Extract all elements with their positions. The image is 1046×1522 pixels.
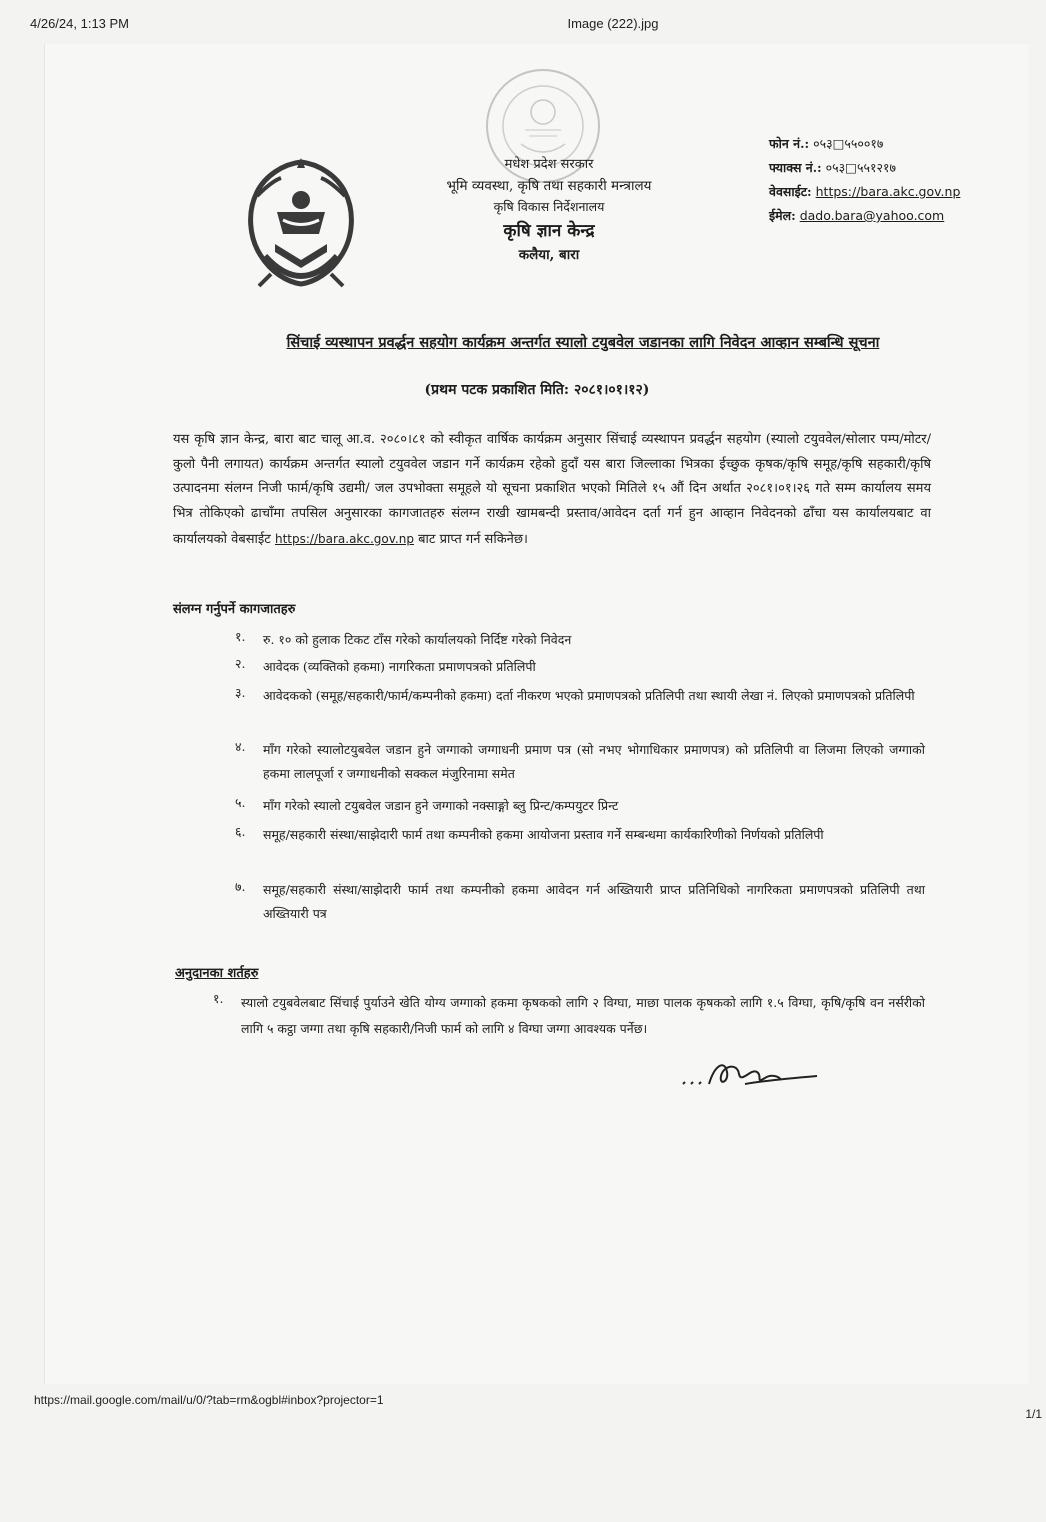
- list-item-text: समूह/सहकारी संस्था/साझेदारी फार्म तथा कम्पनीको हकमा आवेदन गर्न अख्तियारी प्राप्त प्रतिनिधिको नागरिकता प्रमाणपत्रको प्रतिलिपी तथा अख्तियारी पत्र: [263, 882, 925, 921]
- website-link[interactable]: https://bara.akc.gov.np: [815, 184, 961, 199]
- phone-value: ०५३□५५००१७: [813, 136, 884, 151]
- notice-title: सिंचाई व्यस्थापन प्रवर्द्धन सहयोग कार्यक्रम अन्तर्गत स्यालो टयुबवेल जडानका लागि निवेदन आव्हान सम्बन्धि सूचना: [286, 334, 880, 351]
- website-label: वेवसाईट:: [769, 184, 812, 199]
- list-item-text: आवेदकको (समूह/सहकारी/फार्म/कम्पनीको हकमा) दर्ता नीकरण भएको प्रमाणपत्रको प्रतिलिपी तथा स्थायी लेखा नं. लिएको प्रमाणपत्रको प्रतिलिपी: [263, 688, 915, 703]
- documents-heading: संलग्न गर्नुपर्ने कागजातहरु: [173, 602, 296, 617]
- list-item-number: ६.: [235, 824, 246, 839]
- notice-body-text: यस कृषि ज्ञान केन्द्र, बारा बाट चालू आ.व. २०८०।८१ को स्वीकृत वार्षिक कार्यक्रम अनुसार सिंचाई व्यस्थापन प्रवर्द्धन सहयोग (स्यालो टयुववेल/सोलार पम्प/मोटर/कुलो पैनी लगायत) कार्यक्रम अन्तर्गत स्यालो टयुववेल जडान गर्ने कार्यक्रम रहेको हुदाँ यस बारा जिल्लाका भित्रका ईच्छुक कृषक/कृषि समूह/कृषि सहकारी/कृषि उत्पादनमा संलग्न निजी फार्म/कृषि उद्यमी/ जल उपभोक्ता समूहले यो सूचना प्रकाशित भएको मितिले १५ औं दिन अर्थात २०८१।०१।२६ गते सम्म कार्यालय समय भित्र तोकिएको ढाचाँमा तपसिल अनुसारका कागजातहरु संलग्न राखी खामबन्दी प्रस्ताव/आवेदन दर्ता गर्न हुन आव्हान निवेदनको ढाँचा यस कार्यालयबाट वा कार्यालयको वेबसाईट: [173, 432, 931, 547]
- letterhead: [337, 158, 761, 264]
- print-footer-url: https://mail.google.com/mail/u/0/?tab=rm&ogbl#inbox?projector=1: [34, 1393, 384, 1407]
- letterhead-office: कृषि ज्ञान केन्द्र: [503, 220, 595, 241]
- list-item-number: ३.: [235, 685, 246, 700]
- email-label: ईमेल:: [769, 208, 796, 223]
- list-item-text: माँग गरेको स्यालोटयुबवेल जडान हुने जग्गाको जग्गाधनी प्रमाण पत्र (सो नभए भोगाधिकार प्रमाणपत्र) को प्रतिलिपी वा लिजमा लिएको जग्गाको हकमा लालपूर्जा र जग्गाधनीको सक्कल मंजुरिनामा समेत: [263, 742, 925, 781]
- notice-body-link[interactable]: https://bara.akc.gov.np: [274, 531, 414, 546]
- letterhead-government: मधेश प्रदेश सरकार: [504, 157, 594, 172]
- list-item-number: ७.: [235, 879, 246, 894]
- document-page: [44, 44, 1029, 1384]
- print-filename: Image (222).jpg: [567, 16, 659, 31]
- list-item-number: ५.: [235, 795, 246, 810]
- print-datetime: 4/26/24, 1:13 PM: [30, 16, 130, 31]
- notice-body-tail: बाट प्राप्त गर्न सकिनेछ।: [418, 531, 528, 547]
- list-item-number: ४.: [235, 739, 246, 754]
- contact-phone: [769, 132, 960, 156]
- letterhead-directorate: कृषि विकास निर्देशनालय: [493, 199, 605, 215]
- list-item-number: १.: [235, 629, 246, 644]
- condition-text: स्यालो टयुबवेलबाट सिंचाई पुर्याउने खेति योग्य जग्गाको हकमा कृषकको लागि २ विग्घा, माछा पालक कृषकको लागि १.५ विग्घा, कृषि/कृषि वन नर्सरीको लागि ५ कट्ठा जग्गा तथा कृषि सहकारी/निजी फार्म को लागि ४ विग्घा जग्गा आवश्यक पर्नेछ।: [241, 995, 925, 1036]
- letterhead-ministry: भूमि व्यवस्था, कृषि तथा सहकारी मन्त्रालय: [446, 177, 652, 194]
- notice-body: [173, 428, 931, 553]
- list-item-text: आवेदक (व्यक्तिको हकमा) नागरिकता प्रमाणपत्रको प्रतिलिपी: [263, 659, 536, 674]
- print-page-number: 1/1: [1025, 1407, 1042, 1421]
- list-item-text: रु. १० को हुलाक टिकट टाँस गरेको कार्यालयको निर्दिष्ट गरेको निवेदन: [263, 632, 572, 647]
- letterhead-location: कलैया, बारा: [518, 247, 580, 264]
- list-item-number: २.: [235, 656, 246, 671]
- email-link[interactable]: dado.bara@yahoo.com: [799, 208, 945, 223]
- fax-value: ०५३□५५१२१७: [825, 160, 896, 175]
- contact-block: [769, 132, 960, 228]
- conditions-heading: अनुदानका शर्तहरु: [175, 966, 259, 981]
- signature-icon: [675, 1054, 825, 1094]
- list-item-text: समूह/सहकारी संस्था/साझेदारी फार्म तथा कम्पनीको हकमा आयोजना प्रस्ताव गर्ने सम्बन्धमा कार्यकारिणीको निर्णयको प्रतिलिपी: [263, 827, 824, 842]
- list-item-text: माँग गरेको स्यालो टयुबवेल जडान हुने जग्गाको नक्साङ्गो ब्लु प्रिन्ट/कम्पयुटर प्रिन्ट: [263, 798, 619, 813]
- contact-email: [769, 204, 960, 228]
- notice-publish-date: (प्रथम पटक प्रकाशित मिति: २०८१।०१।१२): [424, 382, 650, 398]
- phone-label: फोन नं.:: [769, 136, 810, 151]
- fax-label: फ्याक्स नं.:: [769, 160, 822, 175]
- contact-fax: [769, 156, 960, 180]
- condition-number: १.: [213, 991, 224, 1006]
- contact-website: [769, 180, 960, 204]
